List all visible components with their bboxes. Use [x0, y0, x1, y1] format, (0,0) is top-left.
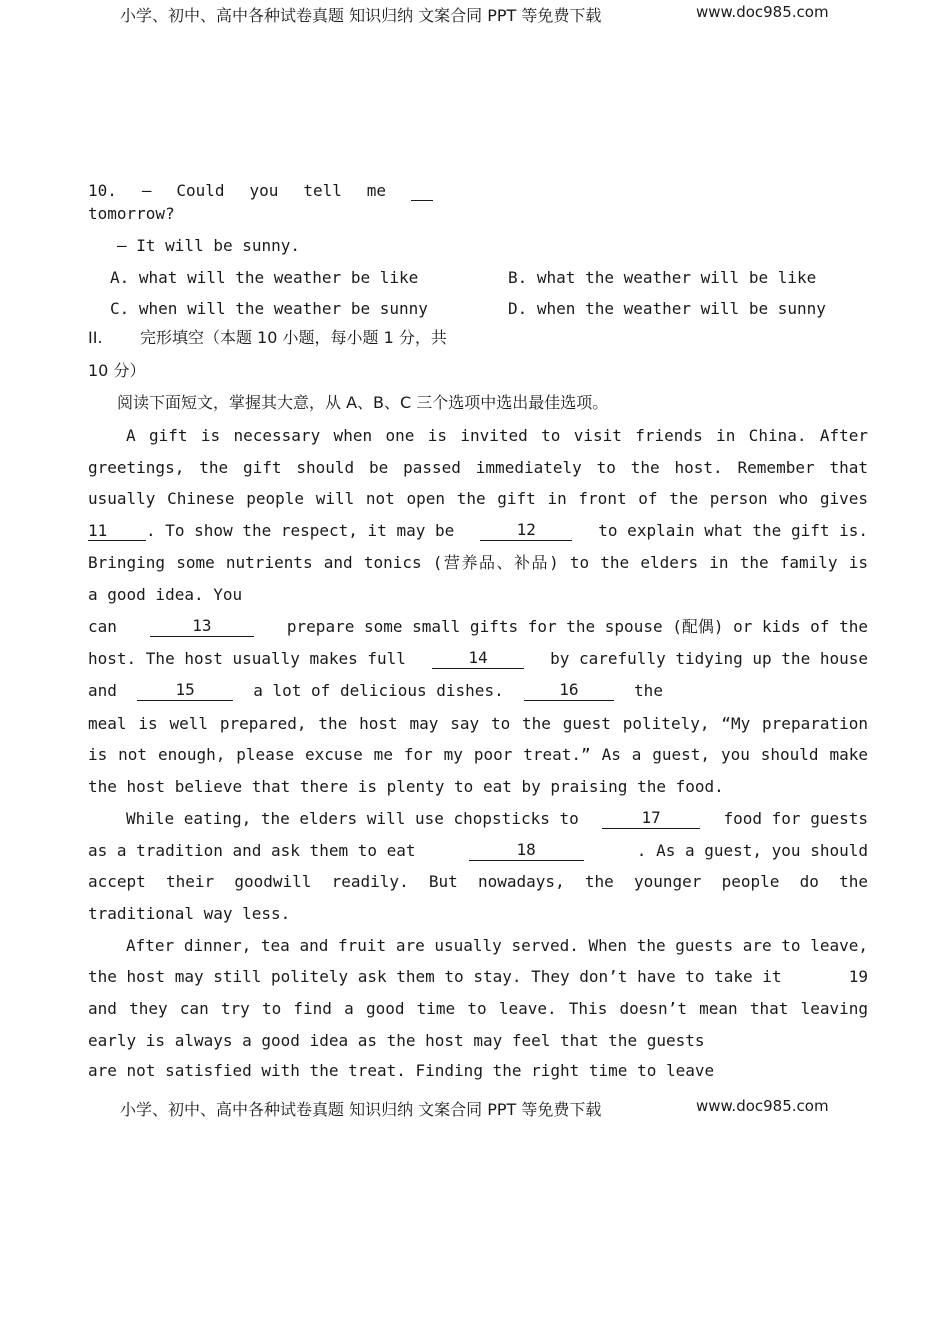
page-footer: [120, 1097, 840, 1120]
passage-text: to explain what the gift is.: [598, 521, 868, 540]
blank-19[interactable]: 19: [848, 967, 868, 986]
page-header: [120, 3, 840, 26]
q10-number: 10.: [88, 181, 117, 200]
q10-word: you: [249, 181, 279, 200]
option-c[interactable]: C. when will the weather be sunny: [110, 299, 428, 318]
passage-line: meal is well prepared, the host may say to the guest politely, “My preparation: [88, 714, 868, 733]
passage-text: by carefully tidying up the house: [550, 649, 868, 668]
passage-line: usually Chinese people will not open the gift in front of the person who gives: [88, 489, 868, 508]
footer-text: 小学、初中、高中各种试卷真题 知识归纳 文案合同 PPT 等免费下载: [120, 1100, 602, 1119]
question-10: [88, 181, 433, 201]
passage-line: [88, 521, 868, 541]
option-d[interactable]: D. when the weather will be sunny: [508, 299, 826, 318]
passage-line: After dinner, tea and fruit are usually served. When the guests are to leave,: [126, 936, 868, 955]
q10-line2: tomorrow?: [88, 204, 175, 223]
option-a[interactable]: A. what will the weather be like: [110, 268, 419, 287]
passage-text: can: [88, 617, 117, 636]
passage-text: . To show the respect, it may be: [146, 521, 455, 540]
passage-line: [88, 841, 868, 861]
section-title-cont: 10 分）: [88, 361, 146, 380]
passage-text: and: [88, 681, 117, 700]
passage-text: the host may still politely ask them to stay. They don’t have to take it: [88, 967, 782, 986]
passage-line: [126, 809, 868, 829]
blank-17[interactable]: 17: [602, 809, 700, 829]
passage-text: prepare some small gifts for the spouse (配偶) or kids of the: [286, 617, 868, 636]
section-title: [88, 328, 532, 348]
passage-line: traditional way less.: [88, 904, 291, 923]
blank-14[interactable]: 14: [432, 649, 524, 669]
blank-12[interactable]: 12: [480, 521, 572, 541]
passage-text: food for guests: [723, 809, 868, 828]
passage-text: . As a guest, you should: [636, 841, 868, 860]
passage-line: accept their goodwill readily. But nowadays, the younger people do the: [88, 872, 868, 891]
passage-line: [88, 617, 868, 637]
passage-line: a good idea. You: [88, 585, 243, 604]
header-text: 小学、初中、高中各种试卷真题 知识归纳 文案合同 PPT 等免费下载: [120, 6, 602, 25]
instruction: 阅读下面短文，掌握其大意，从 A、B、C 三个选项中选出最佳选项。: [117, 393, 609, 412]
blank-11[interactable]: 11: [88, 522, 146, 541]
passage-line: the host believe that there is plenty to eat by praising the food.: [88, 777, 724, 796]
header-site: www.doc985.com: [696, 3, 829, 21]
passage-line: greetings, the gift should be passed immediately to the host. Remember that: [88, 458, 868, 477]
blank-15[interactable]: 15: [137, 681, 233, 701]
q10-answer: — It will be sunny.: [117, 236, 301, 255]
passage-line: [88, 649, 868, 669]
passage-text: host. The host usually makes full: [88, 649, 406, 668]
passage-line: [88, 967, 868, 987]
q10-word: tell: [303, 181, 342, 200]
blank-18[interactable]: 18: [469, 841, 584, 861]
passage-line: is not enough, please excuse me for my poor treat.” As a guest, you should make: [88, 745, 868, 764]
passage-line: and they can try to find a good time to leave. This doesn’t mean that leaving: [88, 999, 868, 1018]
passage-line: Bringing some nutrients and tonics (营养品、补品) to the elders in the family is: [88, 553, 868, 572]
section-title-text: 完形填空（本题 10 小题，每小题 1 分，共: [140, 328, 447, 347]
q10-word: me: [366, 181, 387, 200]
passage-text: as a tradition and ask them to eat: [88, 841, 416, 860]
passage-line: [88, 681, 663, 701]
blank-13[interactable]: 13: [150, 617, 254, 637]
passage-text: While eating, the elders will use chopsticks to: [126, 809, 579, 828]
q10-blank[interactable]: [411, 181, 433, 201]
footer-site: www.doc985.com: [696, 1097, 829, 1115]
blank-16[interactable]: 16: [524, 681, 614, 701]
q10-dash: —: [141, 181, 152, 200]
passage-line: are not satisfied with the treat. Finding the right time to leave: [88, 1061, 715, 1080]
q10-word: Could: [176, 181, 225, 200]
passage-text: the: [634, 681, 663, 700]
passage-line: early is always a good idea as the host may feel that the guests: [88, 1031, 705, 1050]
passage-line: A gift is necessary when one is invited to visit friends in China. After: [126, 426, 868, 445]
option-b[interactable]: B. what the weather will be like: [508, 268, 817, 287]
section-number: II.: [88, 328, 103, 347]
passage-text: a lot of delicious dishes.: [253, 681, 504, 700]
